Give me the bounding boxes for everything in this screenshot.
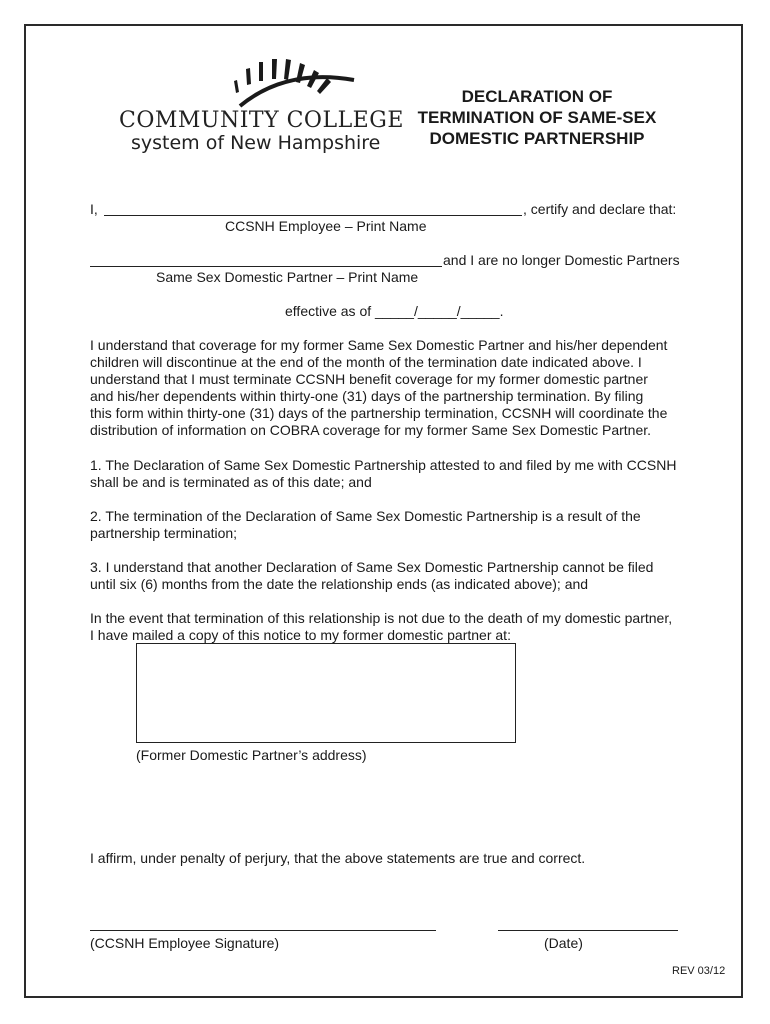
paragraph-line: distribution of information on COBRA coverage for my former Same Sex Domestic Partner. <box>90 422 652 438</box>
item-3 <box>90 559 690 593</box>
address-caption: (Former Domestic Partner’s address) <box>136 747 367 763</box>
date-field[interactable] <box>498 930 678 931</box>
signature-caption: (CCSNH Employee Signature) <box>90 935 280 951</box>
mailing-line: In the event that termination of this relationship is not due to the death of my domestic partner, <box>90 610 673 626</box>
affirmation-text: I affirm, under penalty of perjury, that the above statements are true and correct. <box>90 850 586 866</box>
item-line: 1. The Declaration of Same Sex Domestic Partnership attested to and filed by me with CCSNH <box>90 457 677 473</box>
employee-name-caption: CCSNH Employee – Print Name <box>225 218 427 234</box>
item-2 <box>90 508 690 542</box>
college-logo-icon <box>116 54 376 110</box>
item-line: shall be and is terminated as of this date; and <box>90 474 372 490</box>
item-line: 2. The termination of the Declaration of Same Sex Domestic Partnership is a result of the <box>90 508 641 524</box>
item-line: 3. I understand that another Declaration of Same Sex Domestic Partnership cannot be filed <box>90 559 654 575</box>
item-1 <box>90 457 690 491</box>
effective-date-field[interactable]: effective as of _____/_____/_____. <box>285 303 504 319</box>
address-box[interactable] <box>136 643 516 743</box>
paragraph-line: understand that I must terminate CCSNH benefit coverage for my former domestic partner <box>90 371 648 387</box>
title-line-1: DECLARATION OF <box>461 87 613 106</box>
title-line-3: DOMESTIC PARTNERSHIP <box>429 129 645 148</box>
item-line: until six (6) months from the date the relationship ends (as indicated above); and <box>90 576 589 592</box>
paragraph-line: this form within thirty-one (31) days of the partnership termination, CCSNH will coordinate the <box>90 405 668 421</box>
paragraph-line: children will discontinue at the end of the month of the termination date indicated above. I <box>90 354 642 370</box>
signature-field[interactable] <box>90 930 436 931</box>
document-title <box>402 86 672 149</box>
logo-title: COMMUNITY COLLEGE <box>119 108 404 133</box>
date-caption: (Date) <box>544 935 583 951</box>
paragraph-line: and his/her dependents within thirty-one (31) days of the partnership termination. By filing <box>90 388 644 404</box>
title-line-2: TERMINATION OF SAME-SEX <box>417 108 657 127</box>
revision-label: REV 03/12 <box>672 965 726 977</box>
declaration-suffix: , certify and declare that: <box>523 201 677 217</box>
mailing-paragraph <box>90 610 690 644</box>
partner-name-caption: Same Sex Domestic Partner – Print Name <box>156 269 419 285</box>
logo-subtitle: system of New Hampshire <box>131 132 381 154</box>
paragraph-line: I understand that coverage for my former Same Sex Domestic Partner and his/her dependent <box>90 337 668 353</box>
declaration-prefix: I, <box>90 201 98 217</box>
employee-name-field[interactable] <box>104 215 522 216</box>
mailing-line: I have mailed a copy of this notice to my former domestic partner at: <box>90 627 511 643</box>
partner-suffix: and I are no longer Domestic Partners <box>443 252 680 268</box>
item-line: partnership termination; <box>90 525 238 541</box>
partner-name-field[interactable] <box>90 266 442 267</box>
coverage-paragraph <box>90 337 690 439</box>
